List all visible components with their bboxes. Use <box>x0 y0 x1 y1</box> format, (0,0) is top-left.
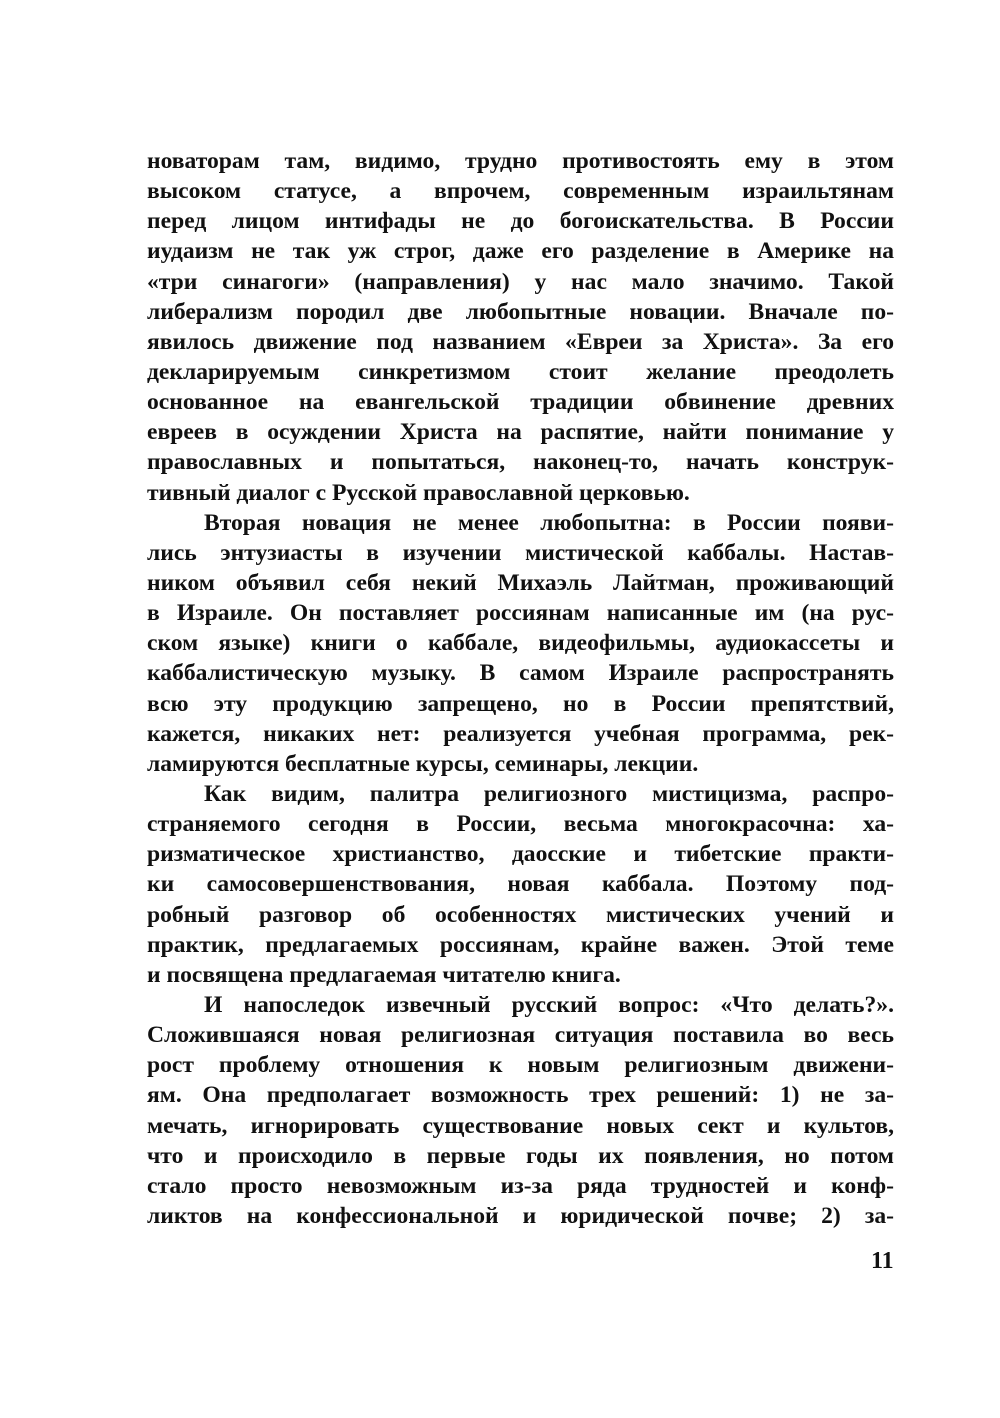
text-line: ки самосовершенствования, новая каббала. Поэтому под- <box>147 871 894 898</box>
text-line: высоком статусе, а впрочем, современным израильтянам <box>147 178 894 205</box>
text-line: робный разговор об особенностях мистических учений и <box>147 901 894 928</box>
text-line: тивный диалог с Русской православной церковью. <box>147 479 690 506</box>
text-line: ском языке) книги о каббале, видеофильмы, аудиокассеты и <box>147 630 894 657</box>
text-line: кажется, никаких нет: реализуется учебная программа, рек- <box>147 720 894 747</box>
paragraph-first-line: И напоследок извечный русский вопрос: «Что делать?». <box>204 991 894 1018</box>
text-line: ликтов на конфессиональной и юридической почве; 2) за- <box>147 1202 894 1229</box>
text-line: декларируемым синкретизмом стоит желание преодолеть <box>147 358 894 385</box>
text-line: евреев в осуждении Христа на распятие, найти понимание у <box>147 419 894 446</box>
text-line: православных и попытаться, наконец-то, начать конструк- <box>147 449 894 476</box>
text-line: перед лицом интифады не до богоискательства. В России <box>147 208 894 235</box>
text-line: ризматическое христианство, даосские и тибетские практи- <box>147 841 894 868</box>
text-line: ям. Она предполагает возможность трех решений: 1) не за- <box>147 1082 894 1109</box>
text-line: мечать, игнорировать существование новых сект и культов, <box>147 1112 894 1139</box>
text-line: явилось движение под названием «Евреи за Христа». За его <box>147 328 894 355</box>
text-line: практик, предлагаемых россиянам, крайне важен. Этой теме <box>147 931 894 958</box>
text-line: всю эту продукцию запрещено, но в России препятствий, <box>147 690 894 717</box>
text-line: «три синагоги» (направления) у нас мало значимо. Такой <box>147 268 894 295</box>
text-line: каббалистическую музыку. В самом Израиле распространять <box>147 660 894 687</box>
text-line: страняемого сегодня в России, весьма многокрасочна: ха- <box>147 811 894 838</box>
paragraph-first-line: Вторая новация не менее любопытна: в России появи- <box>204 509 894 536</box>
text-line: Сложившаяся новая религиозная ситуация поставила во весь <box>147 1022 894 1049</box>
page-number: 11 <box>871 1248 894 1274</box>
text-line: либерализм породил две любопытные новации. Вначале по- <box>147 298 894 325</box>
body-text <box>147 146 894 1231</box>
text-line: стало просто невозможным из-за ряда трудностей и конф- <box>147 1172 894 1199</box>
text-line: новаторам там, видимо, трудно противостоять ему в этом <box>147 148 894 174</box>
text-line: в Израиле. Он поставляет россиянам написанные им (на рус- <box>147 600 894 627</box>
text-line: ламируются бесплатные курсы, семинары, лекции. <box>147 750 699 777</box>
text-line: ником объявил себя некий Михаэль Лайтман, проживающий <box>147 569 894 596</box>
text-line: и посвящена предлагаемая читателю книга. <box>147 961 621 988</box>
paragraph-first-line: Как видим, палитра религиозного мистицизма, распро- <box>204 780 894 807</box>
text-line: рост проблему отношения к новым религиозным движени- <box>147 1052 894 1079</box>
text-line: что и происходило в первые годы их появления, но потом <box>147 1142 894 1169</box>
text-line: основанное на евангельской традиции обвинение древних <box>147 389 894 416</box>
text-line: лись энтузиасты в изучении мистической каббалы. Настав- <box>147 539 894 566</box>
text-line: иудаизм не так уж строг, даже его разделение в Америке на <box>147 238 894 265</box>
